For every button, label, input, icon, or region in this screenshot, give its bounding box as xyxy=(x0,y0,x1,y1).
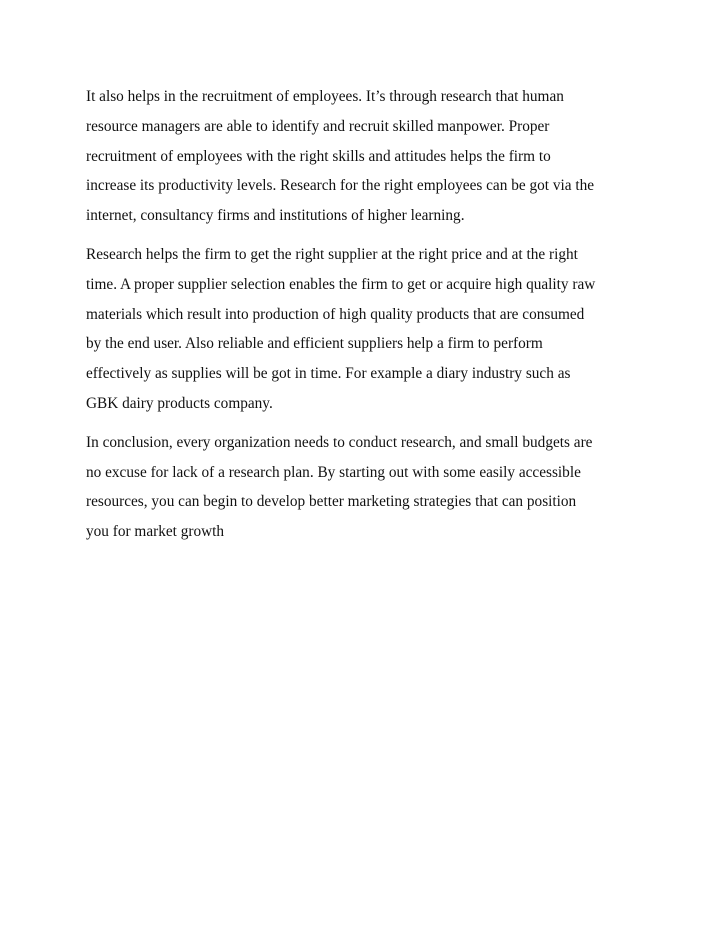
paragraph-supplier xyxy=(86,240,646,419)
text-line: In conclusion, every organization needs to conduct research, and small budgets are xyxy=(86,433,593,451)
text-line: resource managers are able to identify and recruit skilled manpower. Proper xyxy=(86,117,550,135)
text-line: time. A proper supplier selection enables the firm to get or acquire high quality raw xyxy=(86,275,596,293)
text-line: you for market growth xyxy=(86,523,225,541)
text-line: internet, consultancy firms and institutions of higher learning. xyxy=(86,207,465,225)
text-line: It also helps in the recruitment of employees. It’s through research that human xyxy=(86,88,564,105)
text-line: materials which result into production of high quality products that are consumed xyxy=(86,305,585,323)
paragraph-recruitment xyxy=(86,82,646,231)
text-line: increase its productivity levels. Research for the right employees can be got via the xyxy=(86,177,595,195)
text-line: Research helps the firm to get the right supplier at the right price and at the right xyxy=(86,245,578,263)
document-body xyxy=(86,82,646,556)
text-line: resources, you can begin to develop better marketing strategies that can position xyxy=(86,493,577,511)
paragraph-conclusion xyxy=(86,428,646,547)
text-line: recruitment of employees with the right skills and attitudes helps the firm to xyxy=(86,147,551,165)
text-line: no excuse for lack of a research plan. By starting out with some easily accessible xyxy=(86,463,581,481)
text-line: by the end user. Also reliable and efficient suppliers help a firm to perform xyxy=(86,335,543,353)
text-line: effectively as supplies will be got in time. For example a diary industry such as xyxy=(86,365,571,383)
text-line: GBK dairy products company. xyxy=(86,394,273,412)
